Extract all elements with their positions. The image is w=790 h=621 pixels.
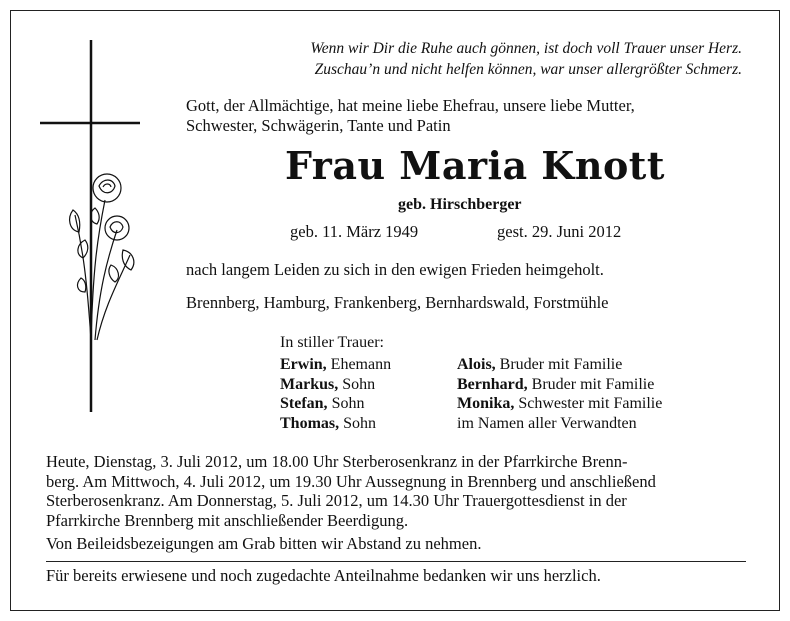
mourner-entry: Stefan, Sohn <box>280 395 365 412</box>
thanks-text: Für bereits erwiesene und noch zugedachte Anteilnahme bedanken wir uns herzlich. <box>46 566 601 585</box>
service-line-2: berg. Am Mittwoch, 4. Juli 2012, um 19.30 Uhr Aussegnung in Brennberg und anschließend <box>46 471 656 491</box>
death-date: gest. 29. Juni 2012 <box>497 222 622 241</box>
mourner-entry: im Namen aller Verwandten <box>457 414 637 432</box>
passing-text: nach langem Leiden zu sich in den ewigen Frieden heimgeholt. <box>186 260 604 279</box>
service-line-4: Pfarrkirche Brennberg mit anschließender Beerdigung. <box>46 510 409 530</box>
mourners-left <box>280 355 391 433</box>
mourning-label: In stiller Trauer: <box>280 334 384 351</box>
divider <box>46 561 746 562</box>
poem-line-2: Zuschau’n und nicht helfen können, war unser allergrößter Schmerz. <box>314 61 742 78</box>
service-paragraph <box>46 452 656 554</box>
birth-date: geb. 11. März 1949 <box>290 222 419 241</box>
deceased-name: Frau Maria Knott <box>285 143 665 188</box>
places-text: Brennberg, Hamburg, Frankenberg, Bernhardswald, Forstmühle <box>186 293 609 312</box>
mourner-entry: Monika, Schwester mit Familie <box>457 395 663 412</box>
service-line-5: Von Beileidsbezeigungen am Grab bitten wir Abstand zu nehmen. <box>46 534 482 553</box>
service-line-1: Heute, Dienstag, 3. Juli 2012, um 18.00 Uhr Sterberosenkranz in der Pfarrkirche Brenn- <box>46 452 628 471</box>
intro-line-2: Schwester, Schwägerin, Tante und Patin <box>186 116 451 135</box>
service-line-3: Sterberosenkranz. Am Donnerstag, 5. Juli 2012, um 14.30 Uhr Trauergottesdienst in der <box>46 491 627 510</box>
mourner-entry: Bernhard, Bruder mit Familie <box>457 375 655 393</box>
poem-line-1: Wenn wir Dir die Ruhe auch gönnen, ist doch voll Trauer unser Herz. <box>310 40 742 57</box>
maiden-name: geb. Hirschberger <box>398 196 522 213</box>
cross-with-roses-icon <box>35 40 145 412</box>
intro-line-1: Gott, der Allmächtige, hat meine liebe Ehefrau, unsere liebe Mutter, <box>186 96 635 115</box>
mourners-right <box>457 355 662 433</box>
mourner-entry: Alois, Bruder mit Familie <box>457 356 623 373</box>
mourner-entry: Thomas, Sohn <box>280 414 377 432</box>
mourner-entry: Markus, Sohn <box>280 375 376 393</box>
mourner-entry: Erwin, Ehemann <box>280 356 392 373</box>
